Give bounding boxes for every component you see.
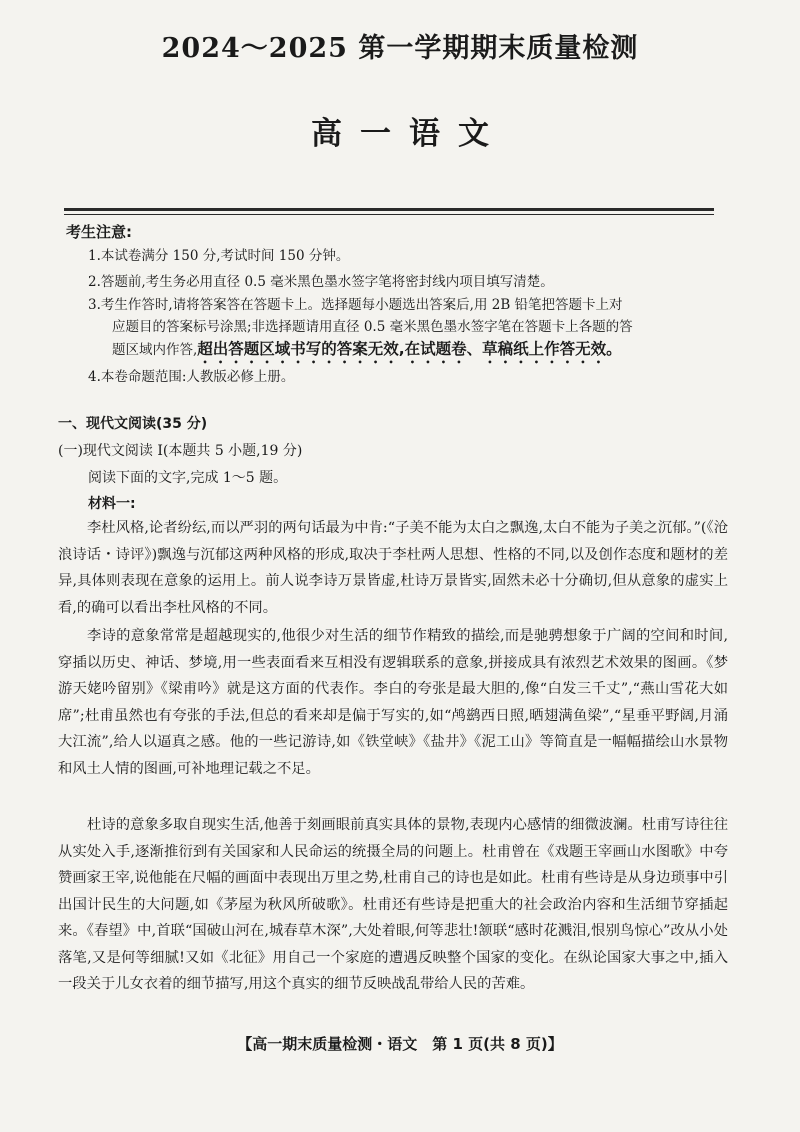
notice-item-4: 4.本卷命题范围:人教版必修上册。 [88, 369, 295, 385]
paragraph-2: 李诗的意象常常是超越现实的,他很少对生活的细节作精致的描绘,而是驰骋想象于广阔的空间和时间,穿插以历史、神话、梦境,用一些表面看来互相没有逻辑联系的意象,拼接成具有浓烈艺术效果的图画。《梦游天姥吟留别》《梁甫吟》就是这方面的代表作。李白的夸张是最大胆的,像“白发三千丈”,“燕山雪花大如席”;杜甫虽然也有夸张的手法,但总的看来却是偏于写实的,如“鸬鹚西日照,晒翅满鱼梁”,“星垂平野阔,月涌大江流”,给人以逼真之感。他的一些记游诗,如《铁堂峡》《盐井》《泥工山》等简直是一幅幅描绘山水景物和风土人情的图画,可补地理记载之不足。 [58, 628, 728, 777]
subject-title: 高一语文 [311, 116, 507, 152]
exam-title: 2024～2025 第一学期期末质量检测 [161, 33, 639, 64]
reading-instruction: 阅读下面的文字,完成 1～5 题。 [88, 470, 288, 486]
notice-item-3-line-1: 3.考生作答时,请将答案答在答题卡上。选择题每小题选出答案后,用 2B 铅笔把答题卡上对 [88, 297, 623, 313]
paragraph-3: 杜诗的意象多取自现实生活,他善于刻画眼前真实具体的景物,表现内心感情的细微波澜。杜甫写诗往往从实处入手,逐渐推衍到有关国家和人民命运的统摄全局的问题上。杜甫曾在《戏题王宰画山水图歌》中夸赞画家王宰,说他能在尺幅的画面中表现出万里之势,杜甫自己的诗也是如此。杜甫有些诗是从身边琐事中引出国计民生的大问题,如《茅屋为秋风所破歌》。杜甫还有些诗是把重大的社会政治内容和生活细节穿插起来。《春望》中,首联“国破山河在,城春草木深”,大处着眼,何等悲壮!颔联“感时花溅泪,恨别鸟惊心”改从小处落笔,又是何等细腻!又如《北征》用自己一个家庭的遭遇反映整个国家的变化。在纵论国家大事之中,插入一段关于儿女衣着的细节描写,用这个真实的细节反映战乱带给人民的苦难。 [58, 817, 728, 992]
notice-item-3-line-3 [112, 338, 622, 367]
paragraph-1: 李杜风格,论者纷纭,而以严羽的两句话最为中肯:“子美不能为太白之飘逸,太白不能为子美之沉郁。”(《沧浪诗话・诗评》)飘逸与沉郁这两种风格的形成,取决于李杜两人思想、性格的不同,以及创作态度和题材的差异,具体则表现在意象的运用上。前人说李诗万景皆虚,杜诗万景皆实,固然未必十分确切,但从意象的虚实上看,的确可以看出李杜风格的不同。 [58, 520, 728, 616]
notice-item-3-line-2: 应题目的答案标号涂黑;非选择题请用直径 0.5 毫米黑色墨水签字笔在答题卡上各题的答 [112, 319, 633, 335]
material-label: 材料一: [88, 496, 136, 512]
notice-item-3-emphasis: 超出答题区域书写的答案无效,在试题卷、草稿纸上作答无效。 [197, 340, 622, 358]
section-subheading: (一)现代文阅读 I(本题共 5 小题,19 分) [58, 443, 303, 459]
section-heading: 一、现代文阅读(35 分) [58, 416, 208, 432]
header-divider-thin [64, 214, 714, 215]
header-divider-thick [64, 208, 714, 211]
notice-heading: 考生注意: [66, 223, 132, 241]
page-footer: 【高一期末质量检测・语文 第 1 页(共 8 页)】 [237, 1035, 563, 1053]
notice-item-3-plain: 题区域内作答, [112, 342, 198, 358]
notice-item-1: 1.本试卷满分 150 分,考试时间 150 分钟。 [88, 248, 350, 264]
notice-item-2: 2.答题前,考生务必用直径 0.5 毫米黑色墨水签字笔将密封线内项目填写清楚。 [88, 274, 554, 290]
